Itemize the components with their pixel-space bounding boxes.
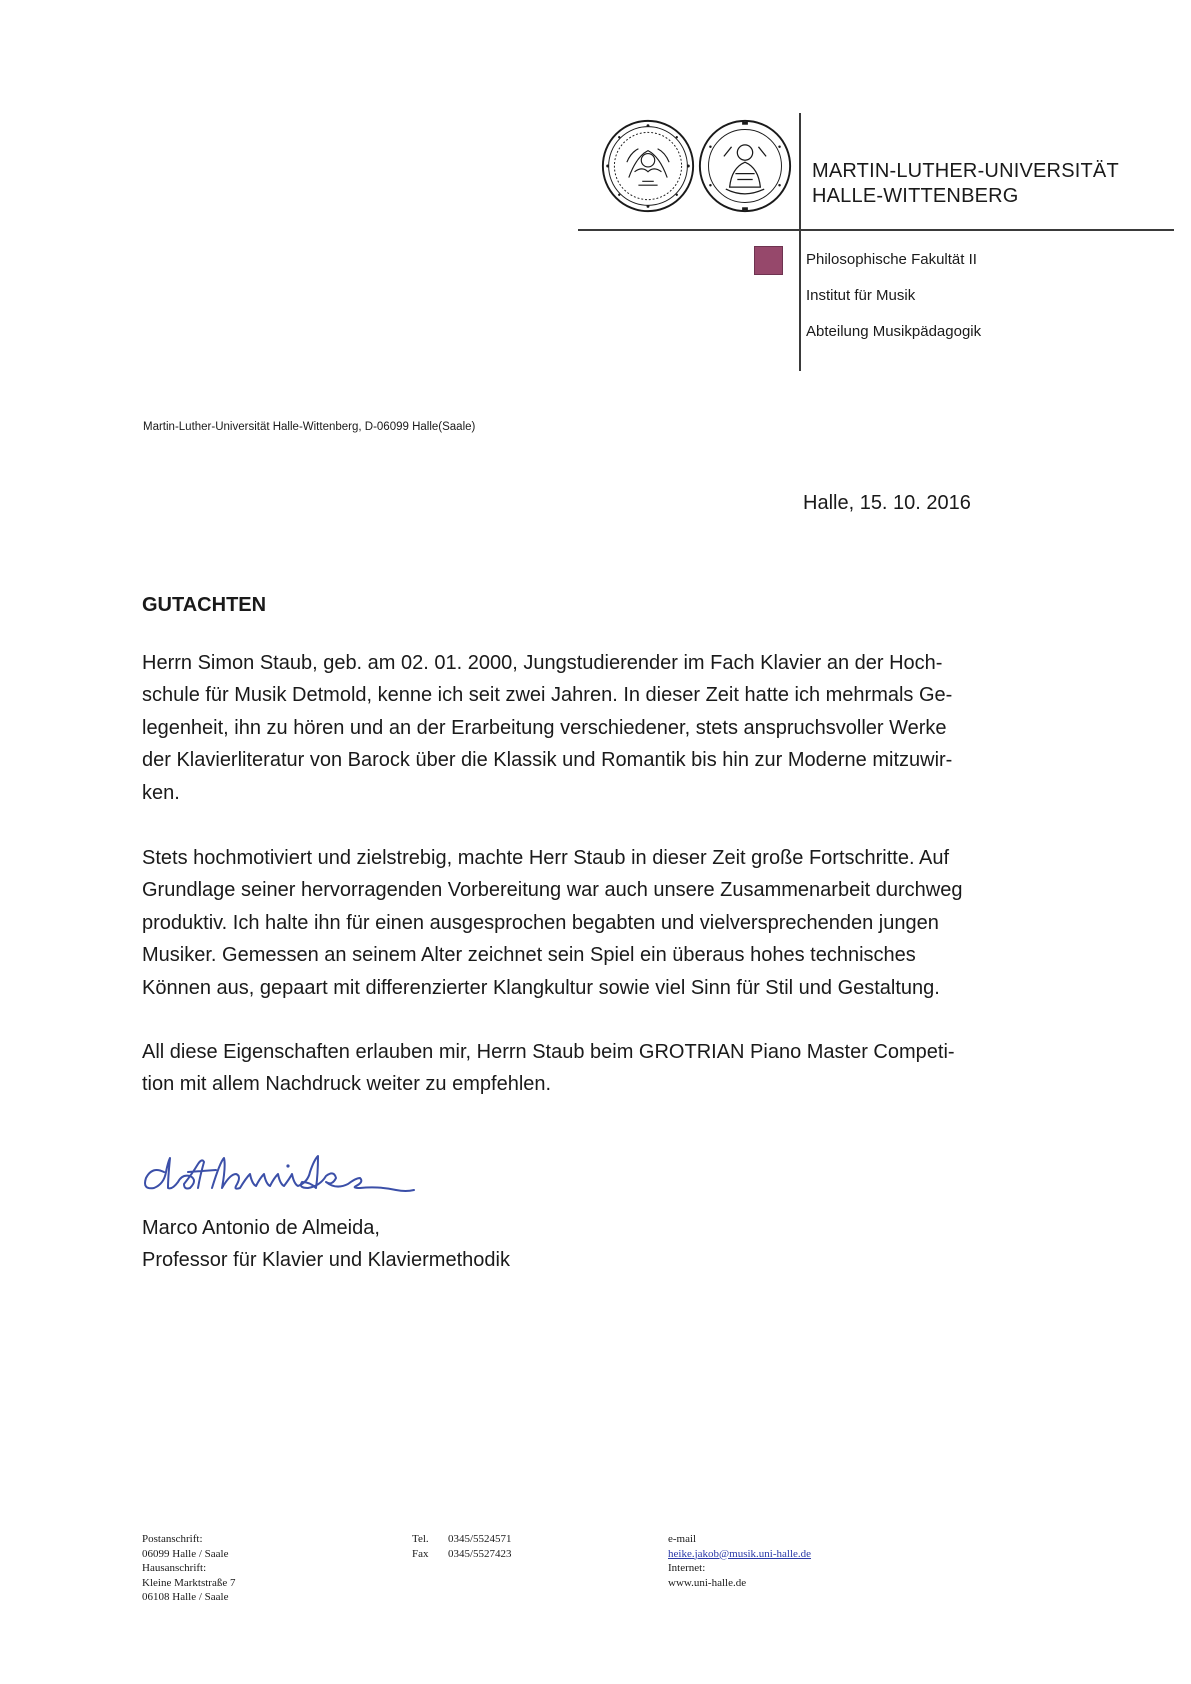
faculty-name: Philosophische Fakultät II xyxy=(806,251,977,268)
tel-value: 0345/5524571 xyxy=(448,1533,512,1545)
paragraph-3 xyxy=(142,1036,1042,1101)
letter-heading: GUTACHTEN xyxy=(142,594,267,616)
signatory xyxy=(142,1212,510,1276)
street-city: 06108 Halle / Saale xyxy=(142,1591,229,1603)
return-address: Martin-Luther-Universität Halle-Wittenberg, D-06099 Halle(Saale) xyxy=(143,421,476,433)
paragraph-line: produktiv. Ich halte ihn für einen ausgesprochen begabten und vielversprechenden jungen xyxy=(142,911,939,934)
paragraph-line: ken. xyxy=(142,781,180,804)
street-label: Hausanschrift: xyxy=(142,1562,207,1574)
department-name: Abteilung Musikpädagogik xyxy=(806,323,982,340)
letter-date: Halle, 15. 10. 2016 xyxy=(803,492,971,514)
internet-label: Internet: xyxy=(668,1562,706,1574)
footer-address-column xyxy=(142,1532,235,1605)
university-name-line-1: MARTIN-LUTHER-UNIVERSITÄT xyxy=(812,160,1119,182)
paragraph-line: Herrn Simon Staub, geb. am 02. 01. 2000, Jungstudierender im Fach Klavier an der Hoch- xyxy=(142,652,943,674)
paragraph-line: der Klavierliteratur von Barock über die Klassik und Romantik bis hin zur Moderne mitzuwir- xyxy=(142,749,953,772)
paragraph-line: Stets hochmotiviert und zielstrebig, machte Herr Staub in dieser Zeit große Fortschritte. Auf xyxy=(142,847,950,869)
paragraph-2 xyxy=(142,842,1042,1004)
paragraph-line: Musiker. Gemessen an seinem Alter zeichnet sein Spiel ein überaus hohes technisches xyxy=(142,944,916,967)
faculty-color-square xyxy=(754,246,783,275)
institute-name: Institut für Musik xyxy=(806,287,916,304)
internet-value: www.uni-halle.de xyxy=(668,1576,747,1589)
paragraph-line: Grundlage seiner hervorragenden Vorbereitung war auch unsere Zusammenarbeit durchweg xyxy=(142,879,963,902)
handwritten-signature xyxy=(138,1148,428,1198)
postal-label: Postanschrift: xyxy=(142,1533,203,1545)
footer-phone-column xyxy=(412,1532,512,1561)
fax-label: Fax xyxy=(412,1547,429,1560)
tel-label: Tel. xyxy=(412,1533,429,1545)
paragraph-line: Können aus, gepaart mit differenzierter Klangkultur sowie viel Sinn für Stil und Gestaltung. xyxy=(142,976,940,999)
email-link[interactable]: heike.jakob@musik.uni-halle.de xyxy=(668,1547,812,1560)
signatory-title: Professor für Klavier und Klaviermethodik xyxy=(142,1249,510,1271)
fax-value: 0345/5527423 xyxy=(448,1547,512,1560)
signatory-name: Marco Antonio de Almeida, xyxy=(142,1217,380,1239)
university-name-line-2: HALLE-WITTENBERG xyxy=(812,185,1019,207)
letterhead-horizontal-divider xyxy=(578,229,1174,231)
paragraph-line: tion mit allem Nachdruck weiter zu empfehlen. xyxy=(142,1073,552,1096)
email-label: e-mail xyxy=(668,1533,697,1545)
paragraph-line: schule für Musik Detmold, kenne ich seit zwei Jahren. In dieser Zeit hatte ich mehrmals Ge- xyxy=(142,684,953,707)
university-name xyxy=(812,159,1119,209)
street-line: Kleine Marktstraße 7 xyxy=(142,1576,236,1589)
paragraph-line: legenheit, ihn zu hören und an der Erarbeitung verschiedener, stets anspruchsvoller Werke xyxy=(142,716,947,739)
university-seal-right xyxy=(697,118,793,214)
paragraph-1 xyxy=(142,647,1042,809)
letterhead-vertical-divider xyxy=(799,113,801,371)
footer-contact-column xyxy=(668,1532,811,1590)
postal-line: 06099 Halle / Saale xyxy=(142,1547,229,1560)
paragraph-line: All diese Eigenschaften erlauben mir, Herrn Staub beim GROTRIAN Piano Master Competi- xyxy=(142,1041,955,1063)
university-seal-left xyxy=(600,118,696,214)
